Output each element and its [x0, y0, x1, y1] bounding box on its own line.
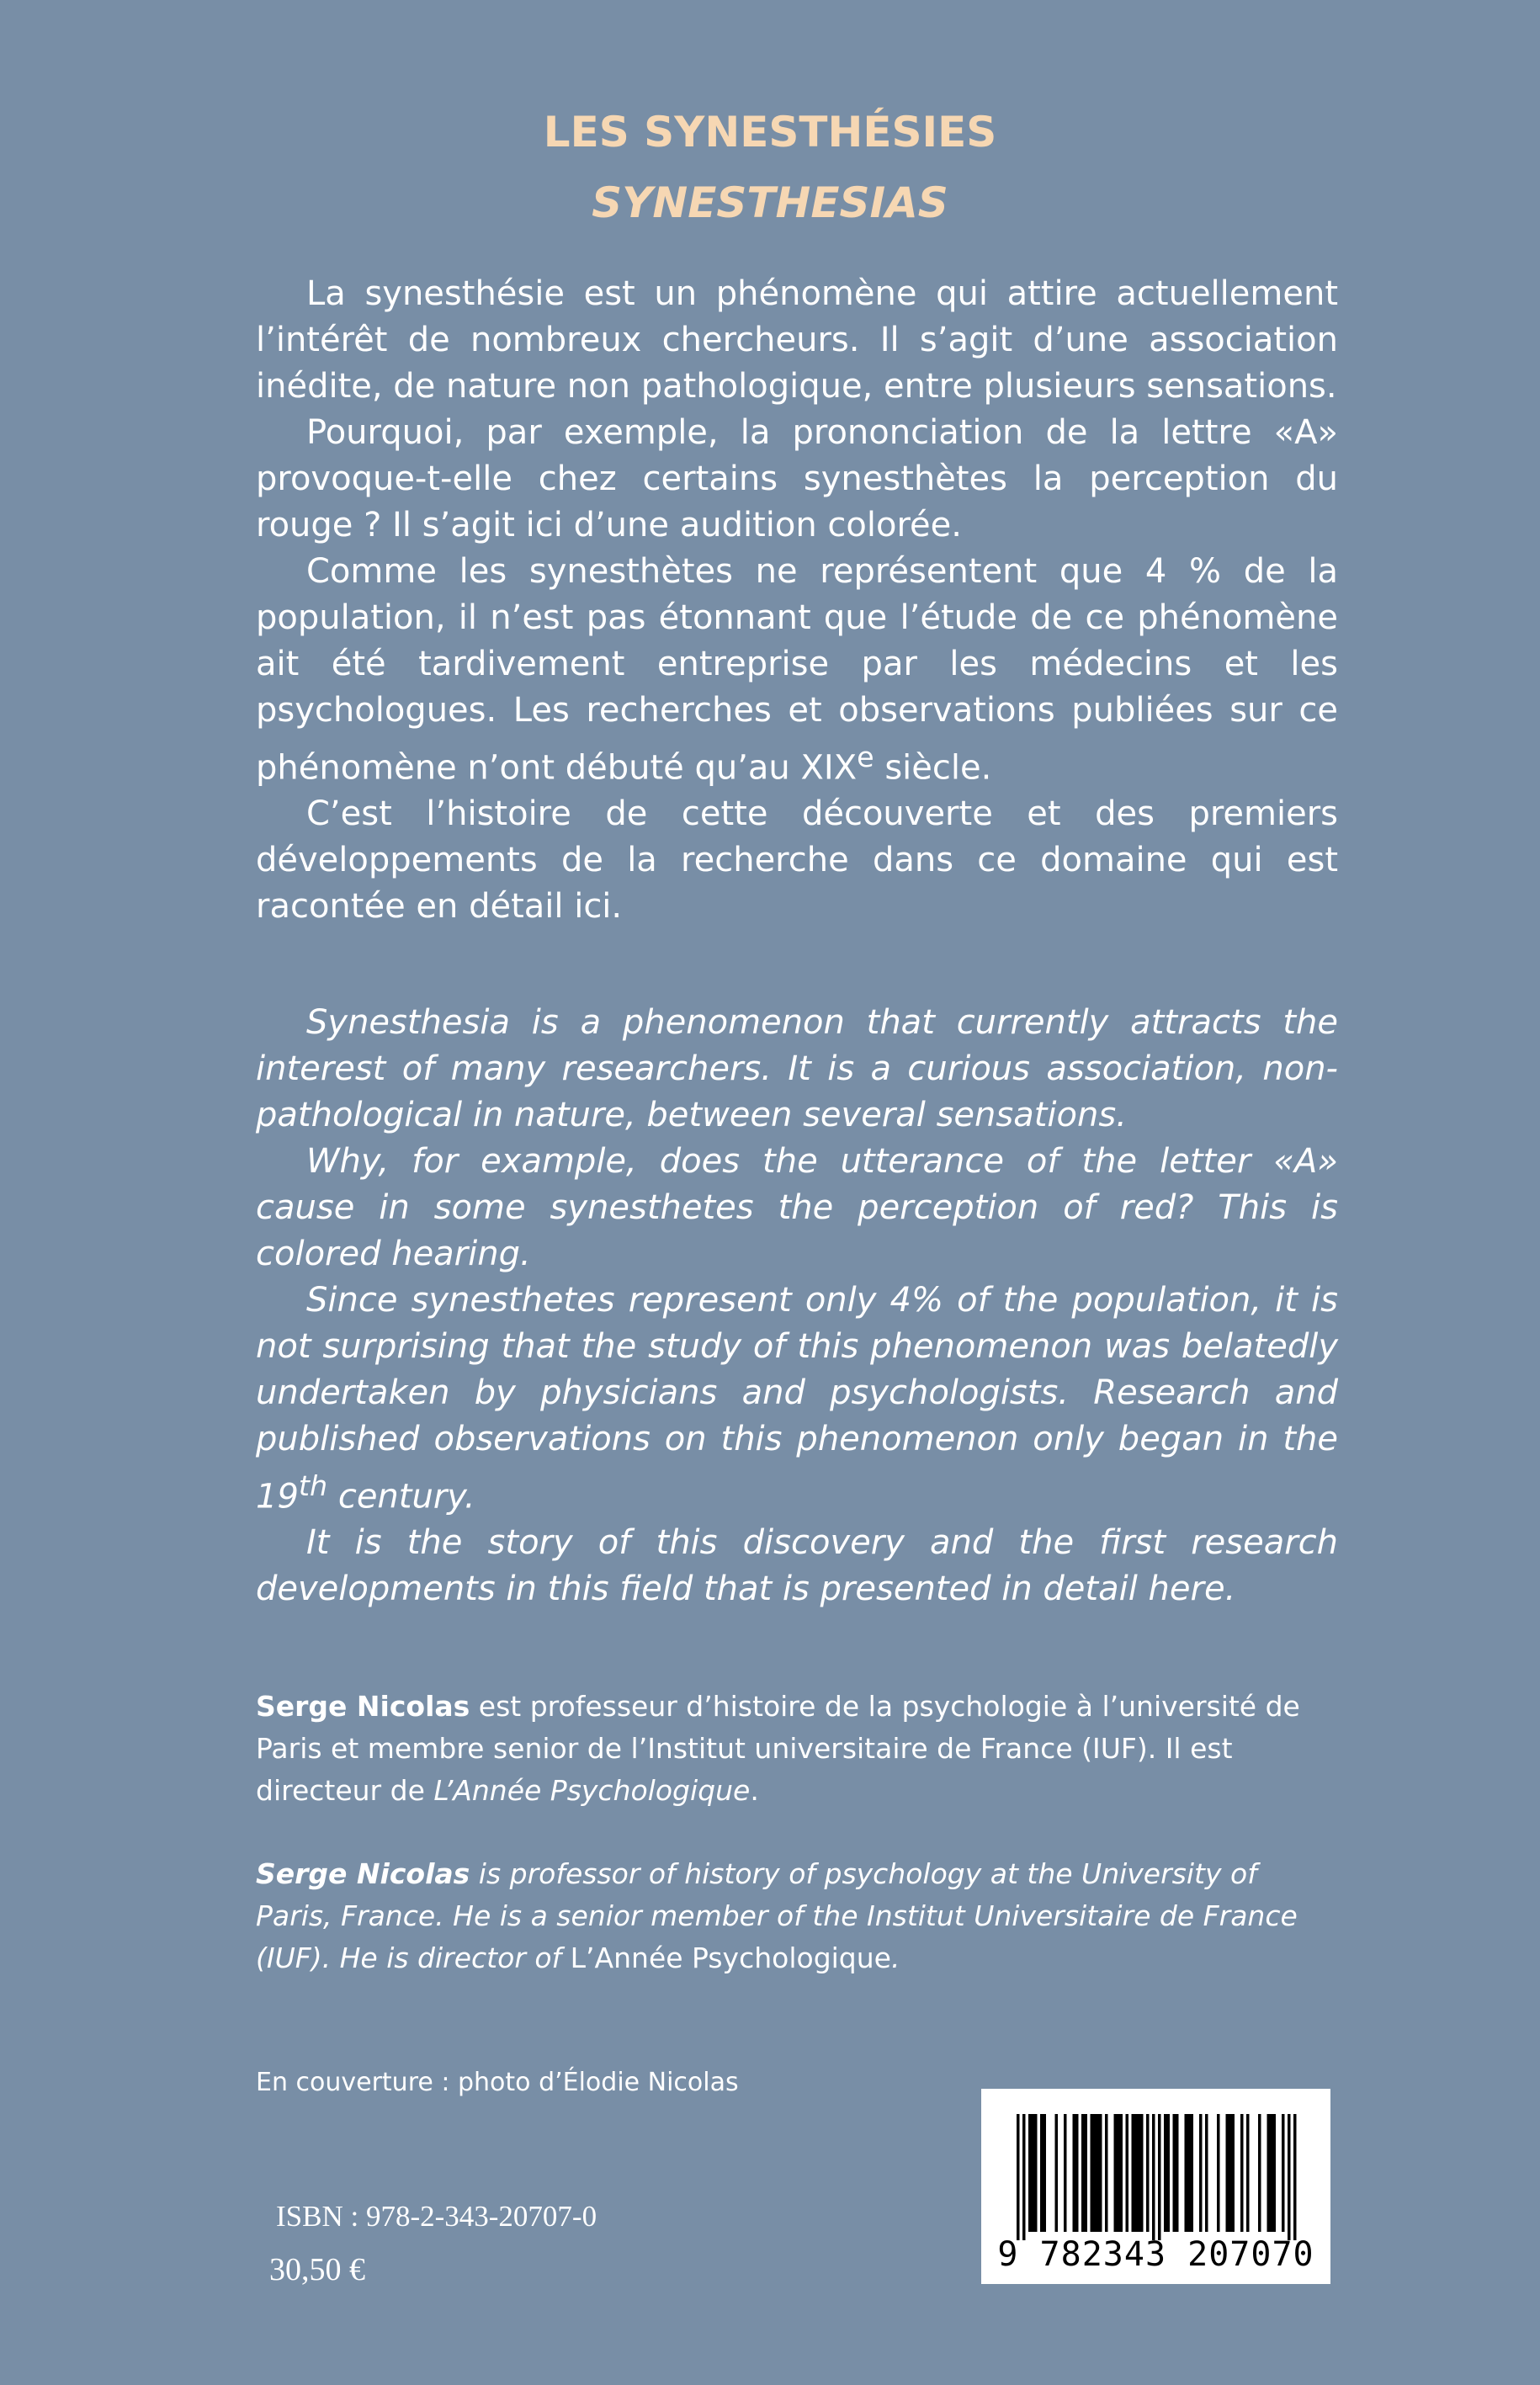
- isbn: ISBN : 978-2-343-20707-0: [276, 2200, 597, 2233]
- barcode-bar: [1034, 2114, 1038, 2232]
- barcode-bar: [1099, 2114, 1102, 2232]
- barcode-bar: [1017, 2114, 1020, 2240]
- author-name: Serge Nicolas: [256, 1690, 470, 1723]
- barcode-bar: [1191, 2114, 1194, 2232]
- bio-fr-end: .: [750, 1774, 759, 1807]
- bio-fr-text: est professeur d’histoire de la psychologie à l’université de Paris et membre senior de l’Institut universitaire de France (IUF). Il est directeur de: [256, 1690, 1300, 1807]
- barcode-bar: [1064, 2114, 1067, 2232]
- barcode-bar: [1146, 2114, 1150, 2232]
- barcode-bar: [1032, 2114, 1035, 2232]
- barcode-bar: [1022, 2114, 1026, 2240]
- barcode-bar: [1091, 2114, 1094, 2232]
- barcode-bar: [1120, 2114, 1123, 2232]
- french-description: [256, 271, 1338, 930]
- barcode-bar: [1085, 2114, 1088, 2232]
- barcode-bar: [1205, 2114, 1208, 2232]
- barcode-bar: [1093, 2114, 1097, 2232]
- title-french: LES SYNESTHÉSIES: [543, 108, 997, 157]
- barcode-bar: [1097, 2114, 1100, 2232]
- barcode-bar: [1185, 2114, 1188, 2232]
- barcode-bar: [1138, 2114, 1141, 2232]
- barcode-bar: [1258, 2114, 1261, 2232]
- barcode-bar: [1126, 2114, 1129, 2232]
- barcode-bar: [1114, 2114, 1118, 2232]
- english-description: [256, 1000, 1338, 1612]
- barcode-bar: [1105, 2114, 1108, 2232]
- barcode-bar: [1167, 2114, 1171, 2232]
- en-paragraph-2: Why, for example, does the utterance of the letter «A» cause in some synesthetes the perception of red? This is colored hearing.: [256, 1142, 1338, 1273]
- barcode-bar: [1173, 2114, 1176, 2232]
- fr-paragraph-3-end: siècle.: [874, 748, 992, 788]
- author-bio-english: [256, 1853, 1341, 1979]
- en-paragraph-4: It is the story of this discovery and the first research developments in this field that is presented in detail here.: [256, 1523, 1338, 1609]
- bio-en-paragraph: [256, 1853, 1341, 1979]
- barcode-bar: [1187, 2114, 1191, 2232]
- barcode-bar: [1273, 2114, 1277, 2232]
- fr-paragraph-2: Pourquoi, par exemple, la prononciation de la lettre «A» provoque-t-elle chez certains synesthètes la perception du rouge ? Il s’agit ici d’une audition colorée.: [256, 413, 1338, 544]
- barcode-bar: [1075, 2114, 1079, 2232]
- barcode-bar: [1282, 2114, 1285, 2232]
- barcode: [981, 2089, 1330, 2284]
- barcode-bar: [1040, 2114, 1043, 2232]
- barcode-digits: 9 782343 207070: [997, 2235, 1314, 2274]
- journal-title: L’Année Psychologique: [570, 1941, 891, 1974]
- barcode-bar: [1055, 2114, 1059, 2232]
- barcode-bar: [1293, 2114, 1297, 2240]
- en-paragraph-3-text: Since synesthetes represent only 4% of the population, it is not surprising that the study of this phenomenon was belatedly undertaken by physicians and psychologists. Research and published observations on this phenomenon only began in the 19: [256, 1281, 1338, 1517]
- barcode-bar: [1134, 2114, 1138, 2232]
- en-paragraph-1: Synesthesia is a phenomenon that currently attracts the interest of many researchers. It is a curious association, non-pathological in nature, between several sensations.: [256, 1003, 1338, 1134]
- bio-en-end: .: [890, 1941, 900, 1974]
- en-paragraph-3: [256, 1277, 1338, 1520]
- fr-paragraph-1: La synesthésie est un phénomène qui attire actuellement l’intérêt de nombreux chercheurs. Il s’agit d’une association inédite, de nature non pathologique, entre plusieurs sensations.: [256, 274, 1338, 406]
- barcode-bar: [1158, 2114, 1161, 2240]
- barcode-bar: [1229, 2114, 1232, 2232]
- author-bio-french: [256, 1686, 1341, 1812]
- barcode-bar: [1217, 2114, 1220, 2232]
- cover-photo-credit: En couverture : photo d’Élodie Nicolas: [256, 2068, 739, 2097]
- barcode-bar: [1132, 2114, 1135, 2232]
- barcode-bar: [1176, 2114, 1179, 2232]
- barcode-bar: [1267, 2114, 1271, 2232]
- en-paragraph-3-end: century.: [327, 1477, 475, 1517]
- barcode-bar: [1240, 2114, 1244, 2232]
- barcode-bar: [1043, 2114, 1047, 2232]
- author-name: Serge Nicolas: [256, 1857, 470, 1890]
- barcode-bar: [1140, 2114, 1144, 2232]
- barcode-bar: [1164, 2114, 1167, 2232]
- fr-superscript: e: [857, 741, 874, 773]
- barcode-bar: [1081, 2114, 1085, 2232]
- title-english: SYNESTHESIAS: [592, 178, 948, 227]
- barcode-bar: [1288, 2114, 1291, 2240]
- journal-title: L’Année Psychologique: [433, 1774, 751, 1807]
- barcode-bar: [1246, 2114, 1250, 2232]
- fr-paragraph-3-text: Comme les synesthètes ne représentent que 4 % de la population, il n’est pas étonnant que l’étude de ce phénomène ait été tardivement entreprise par les médecins et les psychologues. Les recherches et observations publiées sur ce phénomène n’ont débuté qu’au XIX: [256, 552, 1338, 788]
- barcode-bar: [1226, 2114, 1229, 2232]
- barcode-bar: [1232, 2114, 1235, 2232]
- barcode-bar: [1270, 2114, 1273, 2232]
- barcode-bar: [1028, 2114, 1032, 2232]
- barcode-bar: [1152, 2114, 1155, 2240]
- en-superscript: th: [298, 1469, 328, 1502]
- barcode-bar: [1073, 2114, 1076, 2232]
- price: 30,50 €: [269, 2252, 365, 2287]
- fr-paragraph-3: [256, 549, 1338, 791]
- barcode-bar: [1117, 2114, 1120, 2232]
- fr-paragraph-4: C’est l’histoire de cette découverte et des premiers développements de la recherche dans ce domaine qui est racontée en détail ici.: [256, 794, 1338, 927]
- bio-fr-paragraph: [256, 1686, 1341, 1812]
- bio-en-text: is professor of history of psychology at the University of Paris, France. He is a senior member of the Institut Universitaire de France (IUF). He is director of: [256, 1857, 1298, 1974]
- barcode-bar: [1199, 2114, 1203, 2232]
